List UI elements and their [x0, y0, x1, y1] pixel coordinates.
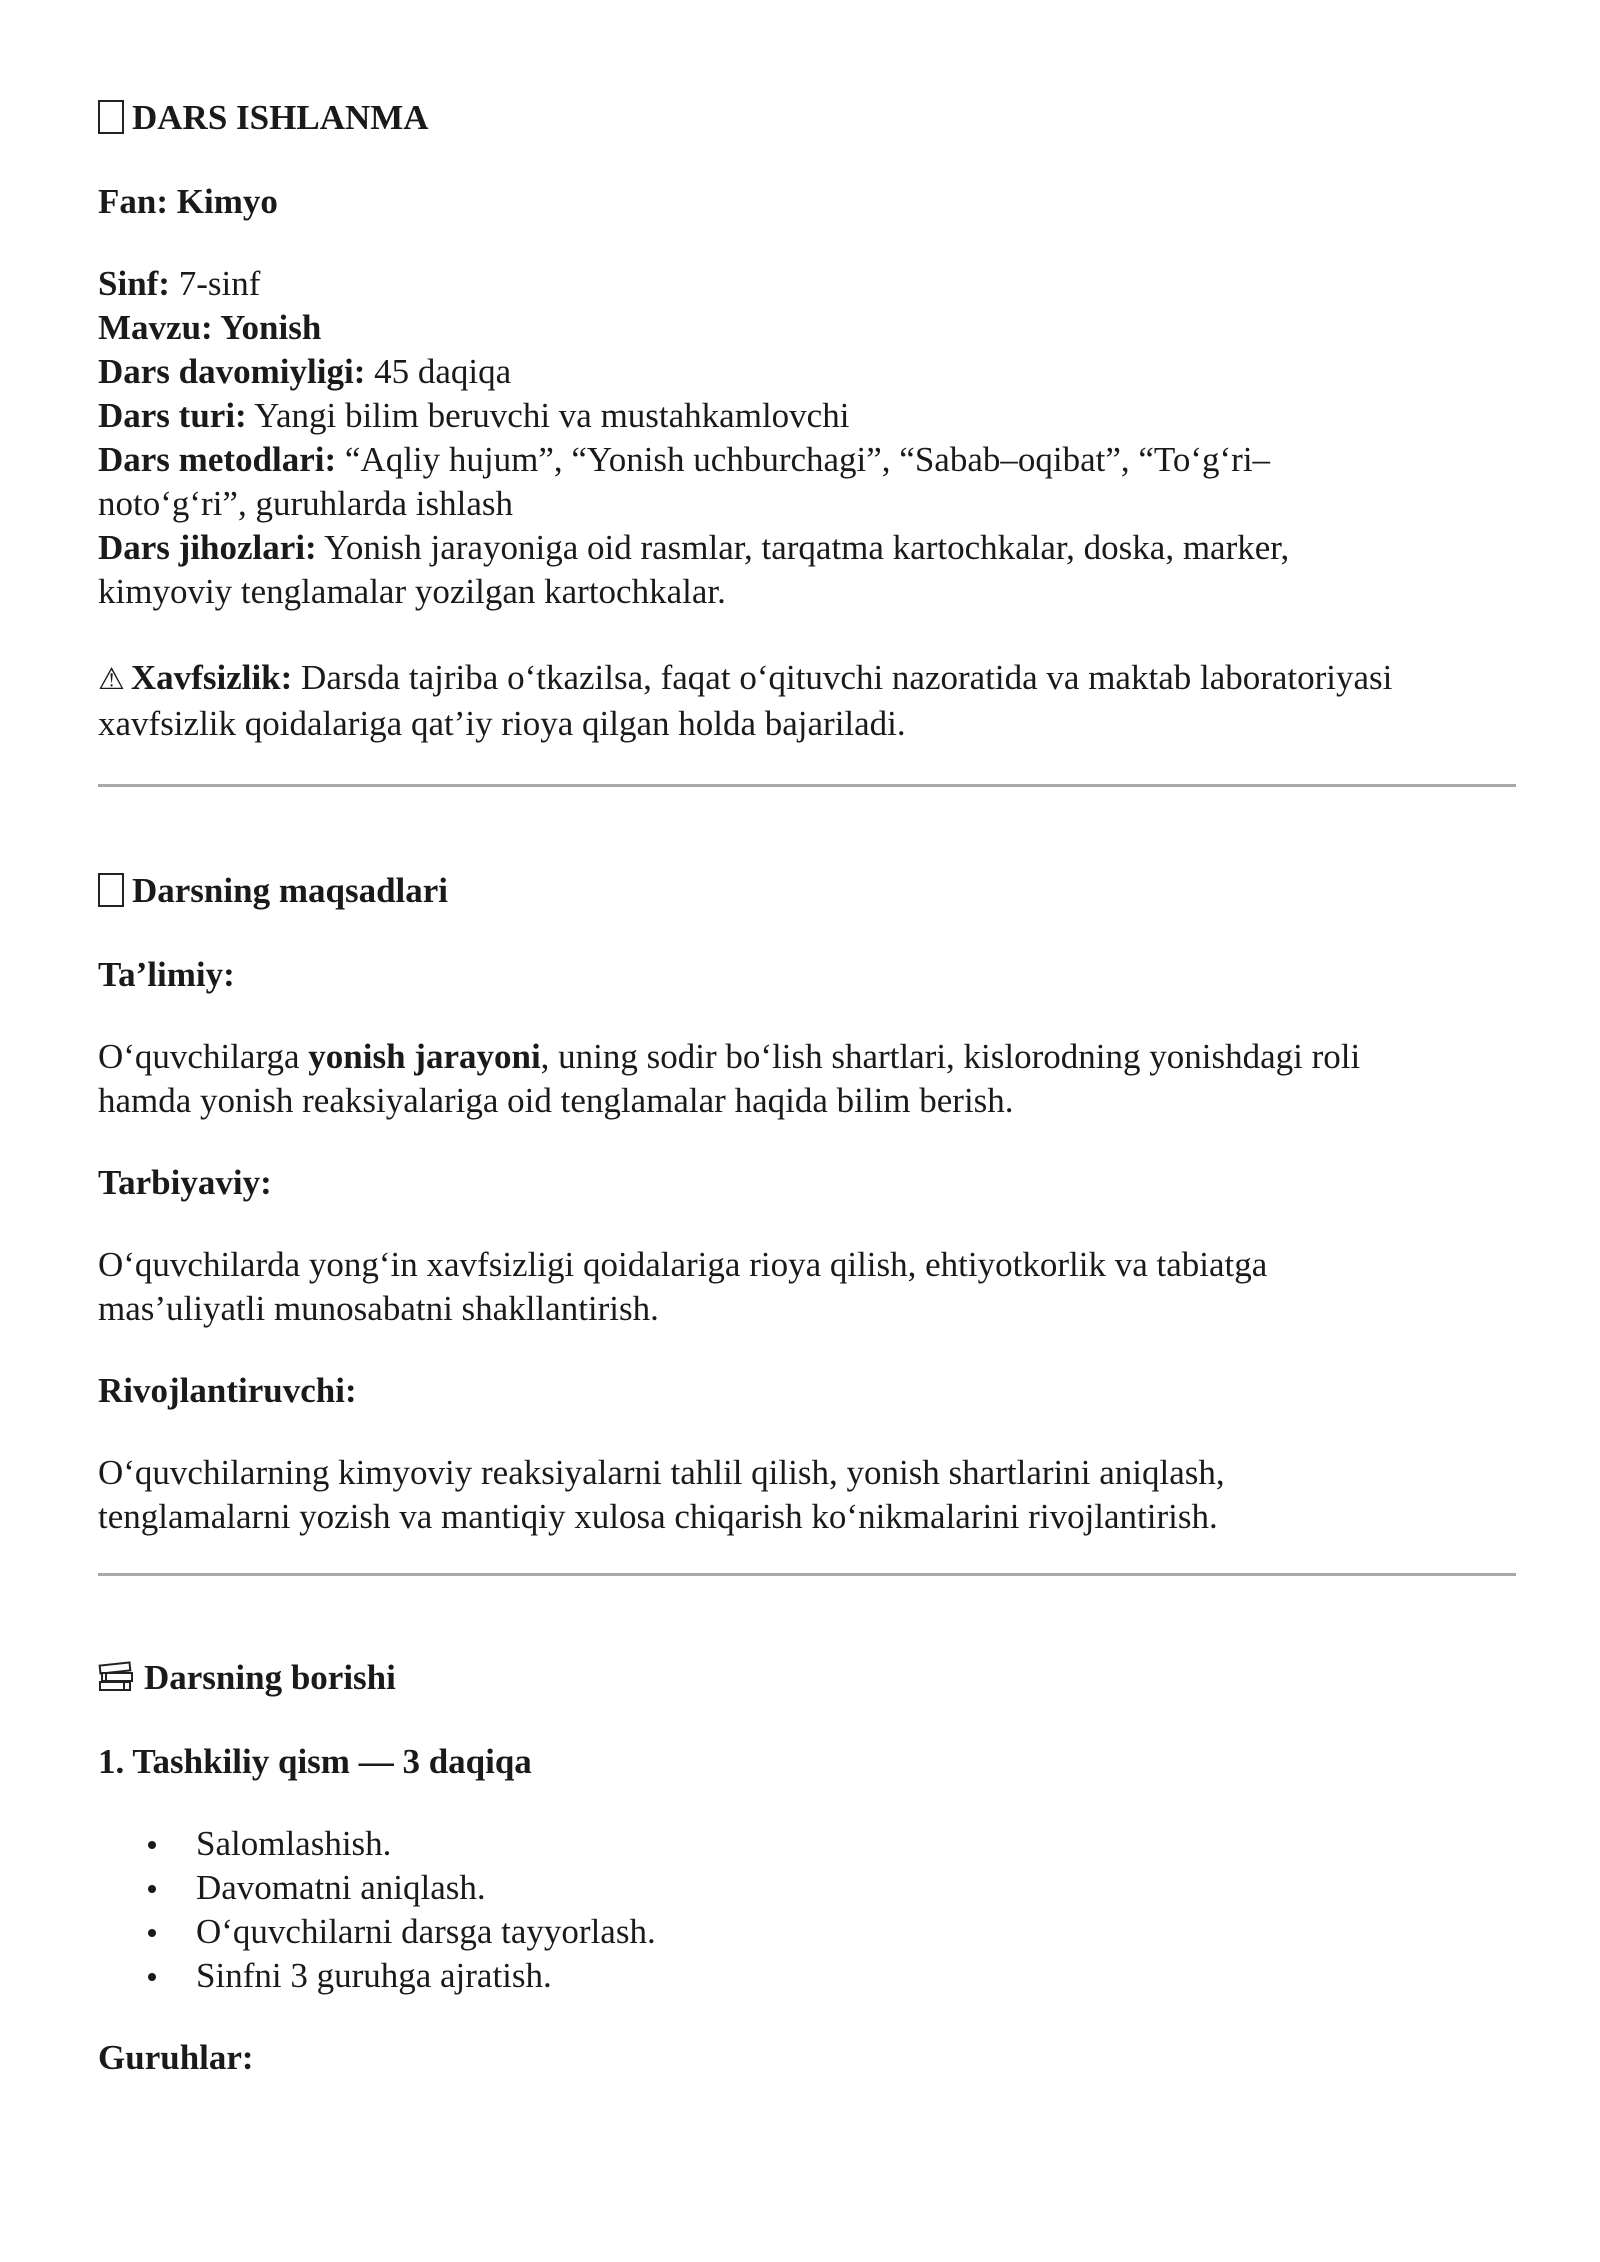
- warning-icon: ⚠: [98, 662, 125, 697]
- talimiy-bold: yonish jarayoni: [308, 1037, 541, 1076]
- info-metodlar-cont: [98, 482, 1518, 526]
- books-icon: [98, 1661, 134, 1693]
- talimiy-line-2: hamda yonish reaksiyalariga oid tenglamalar haqida bilim berish.: [98, 1081, 1014, 1120]
- section-divider: [98, 1573, 1516, 1576]
- step1-list: [98, 1822, 1518, 1998]
- list-item: Davomatni aniqlash.: [196, 1866, 1518, 1910]
- groups-label: Guruhlar:: [98, 2038, 254, 2077]
- tarbiyaviy-line-1: O‘quvchilarda yong‘in xavfsizligi qoidalariga rioya qilish, ehtiyotkorlik va tabiatga: [98, 1245, 1268, 1284]
- davom-label: Dars davomiyligi:: [98, 352, 366, 391]
- rivoj-label: Rivojlantiruvchi:: [98, 1371, 357, 1410]
- info-mavzu: [98, 306, 1518, 350]
- mavzu-value: Yonish: [220, 308, 322, 347]
- process-title: Darsning borishi: [144, 1658, 396, 1697]
- safety-line-2: [98, 702, 1518, 746]
- talimiy-post: , uning sodir bo‘lish shartlari, kislorodning yonishdagi roli: [540, 1037, 1361, 1076]
- lesson-info: [98, 262, 1518, 614]
- list-item: Sinfni 3 guruhga ajratish.: [196, 1954, 1518, 1998]
- goals-title: Darsning maqsadlari: [132, 871, 449, 910]
- safety-text-2: xavfsizlik qoidalariga qat’iy rioya qilgan holda bajariladi.: [98, 704, 906, 743]
- jihoz-value-2: kimyoviy tenglamalar yozilgan kartochkalar.: [98, 572, 726, 611]
- metod-value-2: noto‘g‘ri”, guruhlarda ishlash: [98, 484, 514, 523]
- jihoz-label: Dars jihozlari:: [98, 528, 317, 567]
- safety-line-1: [98, 656, 1518, 702]
- turi-label: Dars turi:: [98, 396, 247, 435]
- fan-value: Kimyo: [176, 182, 278, 221]
- jihoz-value-1: Yonish jarayoniga oid rasmlar, tarqatma kartochkalar, doska, marker,: [324, 528, 1290, 567]
- list-item: Salomlashish.: [196, 1822, 1518, 1866]
- sinf-label: Sinf:: [98, 264, 170, 303]
- missing-glyph-icon: [98, 100, 124, 134]
- step1-title: 1. Tashkiliy qism — 3 daqiqa: [98, 1742, 532, 1781]
- document-page: [98, 96, 1518, 2080]
- safety-label: Xavfsizlik:: [130, 658, 293, 697]
- sinf-value: 7-sinf: [178, 264, 261, 303]
- metod-value-1: “Aqliy hujum”, “Yonish uchburchagi”, “Sabab–oqibat”, “To‘g‘ri–: [344, 440, 1271, 479]
- missing-glyph-icon: [98, 873, 124, 907]
- doc-title: [98, 96, 1518, 140]
- info-sinf: [98, 262, 1518, 306]
- talimiy-label: Ta’limiy:: [98, 955, 235, 994]
- process-heading: [98, 1656, 1518, 1700]
- info-davomiylik: [98, 350, 1518, 394]
- davom-value: 45 daqiqa: [374, 352, 512, 391]
- metod-label: Dars metodlari:: [98, 440, 337, 479]
- list-item: O‘quvchilarni darsga tayyorlash.: [196, 1910, 1518, 1954]
- info-jihozlar: [98, 526, 1518, 570]
- tarbiyaviy-text: [98, 1243, 1518, 1331]
- doc-title-text: DARS ISHLANMA: [132, 98, 429, 137]
- tarbiyaviy-label: Tarbiyaviy:: [98, 1163, 272, 1202]
- talimiy-text: [98, 1035, 1518, 1123]
- turi-value: Yangi bilim beruvchi va mustahkamlovchi: [254, 396, 850, 435]
- talimiy-line-1: [98, 1035, 1518, 1079]
- safety-text-1: Darsda tajriba o‘tkazilsa, faqat o‘qituvchi nazoratida va maktab laboratoriyasi: [301, 658, 1393, 697]
- goals-heading: [98, 869, 1518, 913]
- rivoj-line-2: tenglamalarni yozish va mantiqiy xulosa chiqarish ko‘nikmalarini rivojlantirish.: [98, 1497, 1218, 1536]
- subject-line: [98, 180, 1518, 224]
- talimiy-pre: O‘quvchilarga: [98, 1037, 309, 1076]
- section-divider: [98, 784, 1516, 787]
- tarbiyaviy-line-2: mas’uliyatli munosabatni shakllantirish.: [98, 1289, 659, 1328]
- safety-note: [98, 656, 1518, 746]
- rivoj-line-1: O‘quvchilarning kimyoviy reaksiyalarni tahlil qilish, yonish shartlarini aniqlash,: [98, 1453, 1225, 1492]
- mavzu-label: Mavzu:: [98, 308, 213, 347]
- rivoj-text: [98, 1451, 1518, 1539]
- info-turi: [98, 394, 1518, 438]
- info-jihozlar-cont: [98, 570, 1518, 614]
- fan-label: Fan:: [98, 182, 168, 221]
- info-metodlar: [98, 438, 1518, 482]
